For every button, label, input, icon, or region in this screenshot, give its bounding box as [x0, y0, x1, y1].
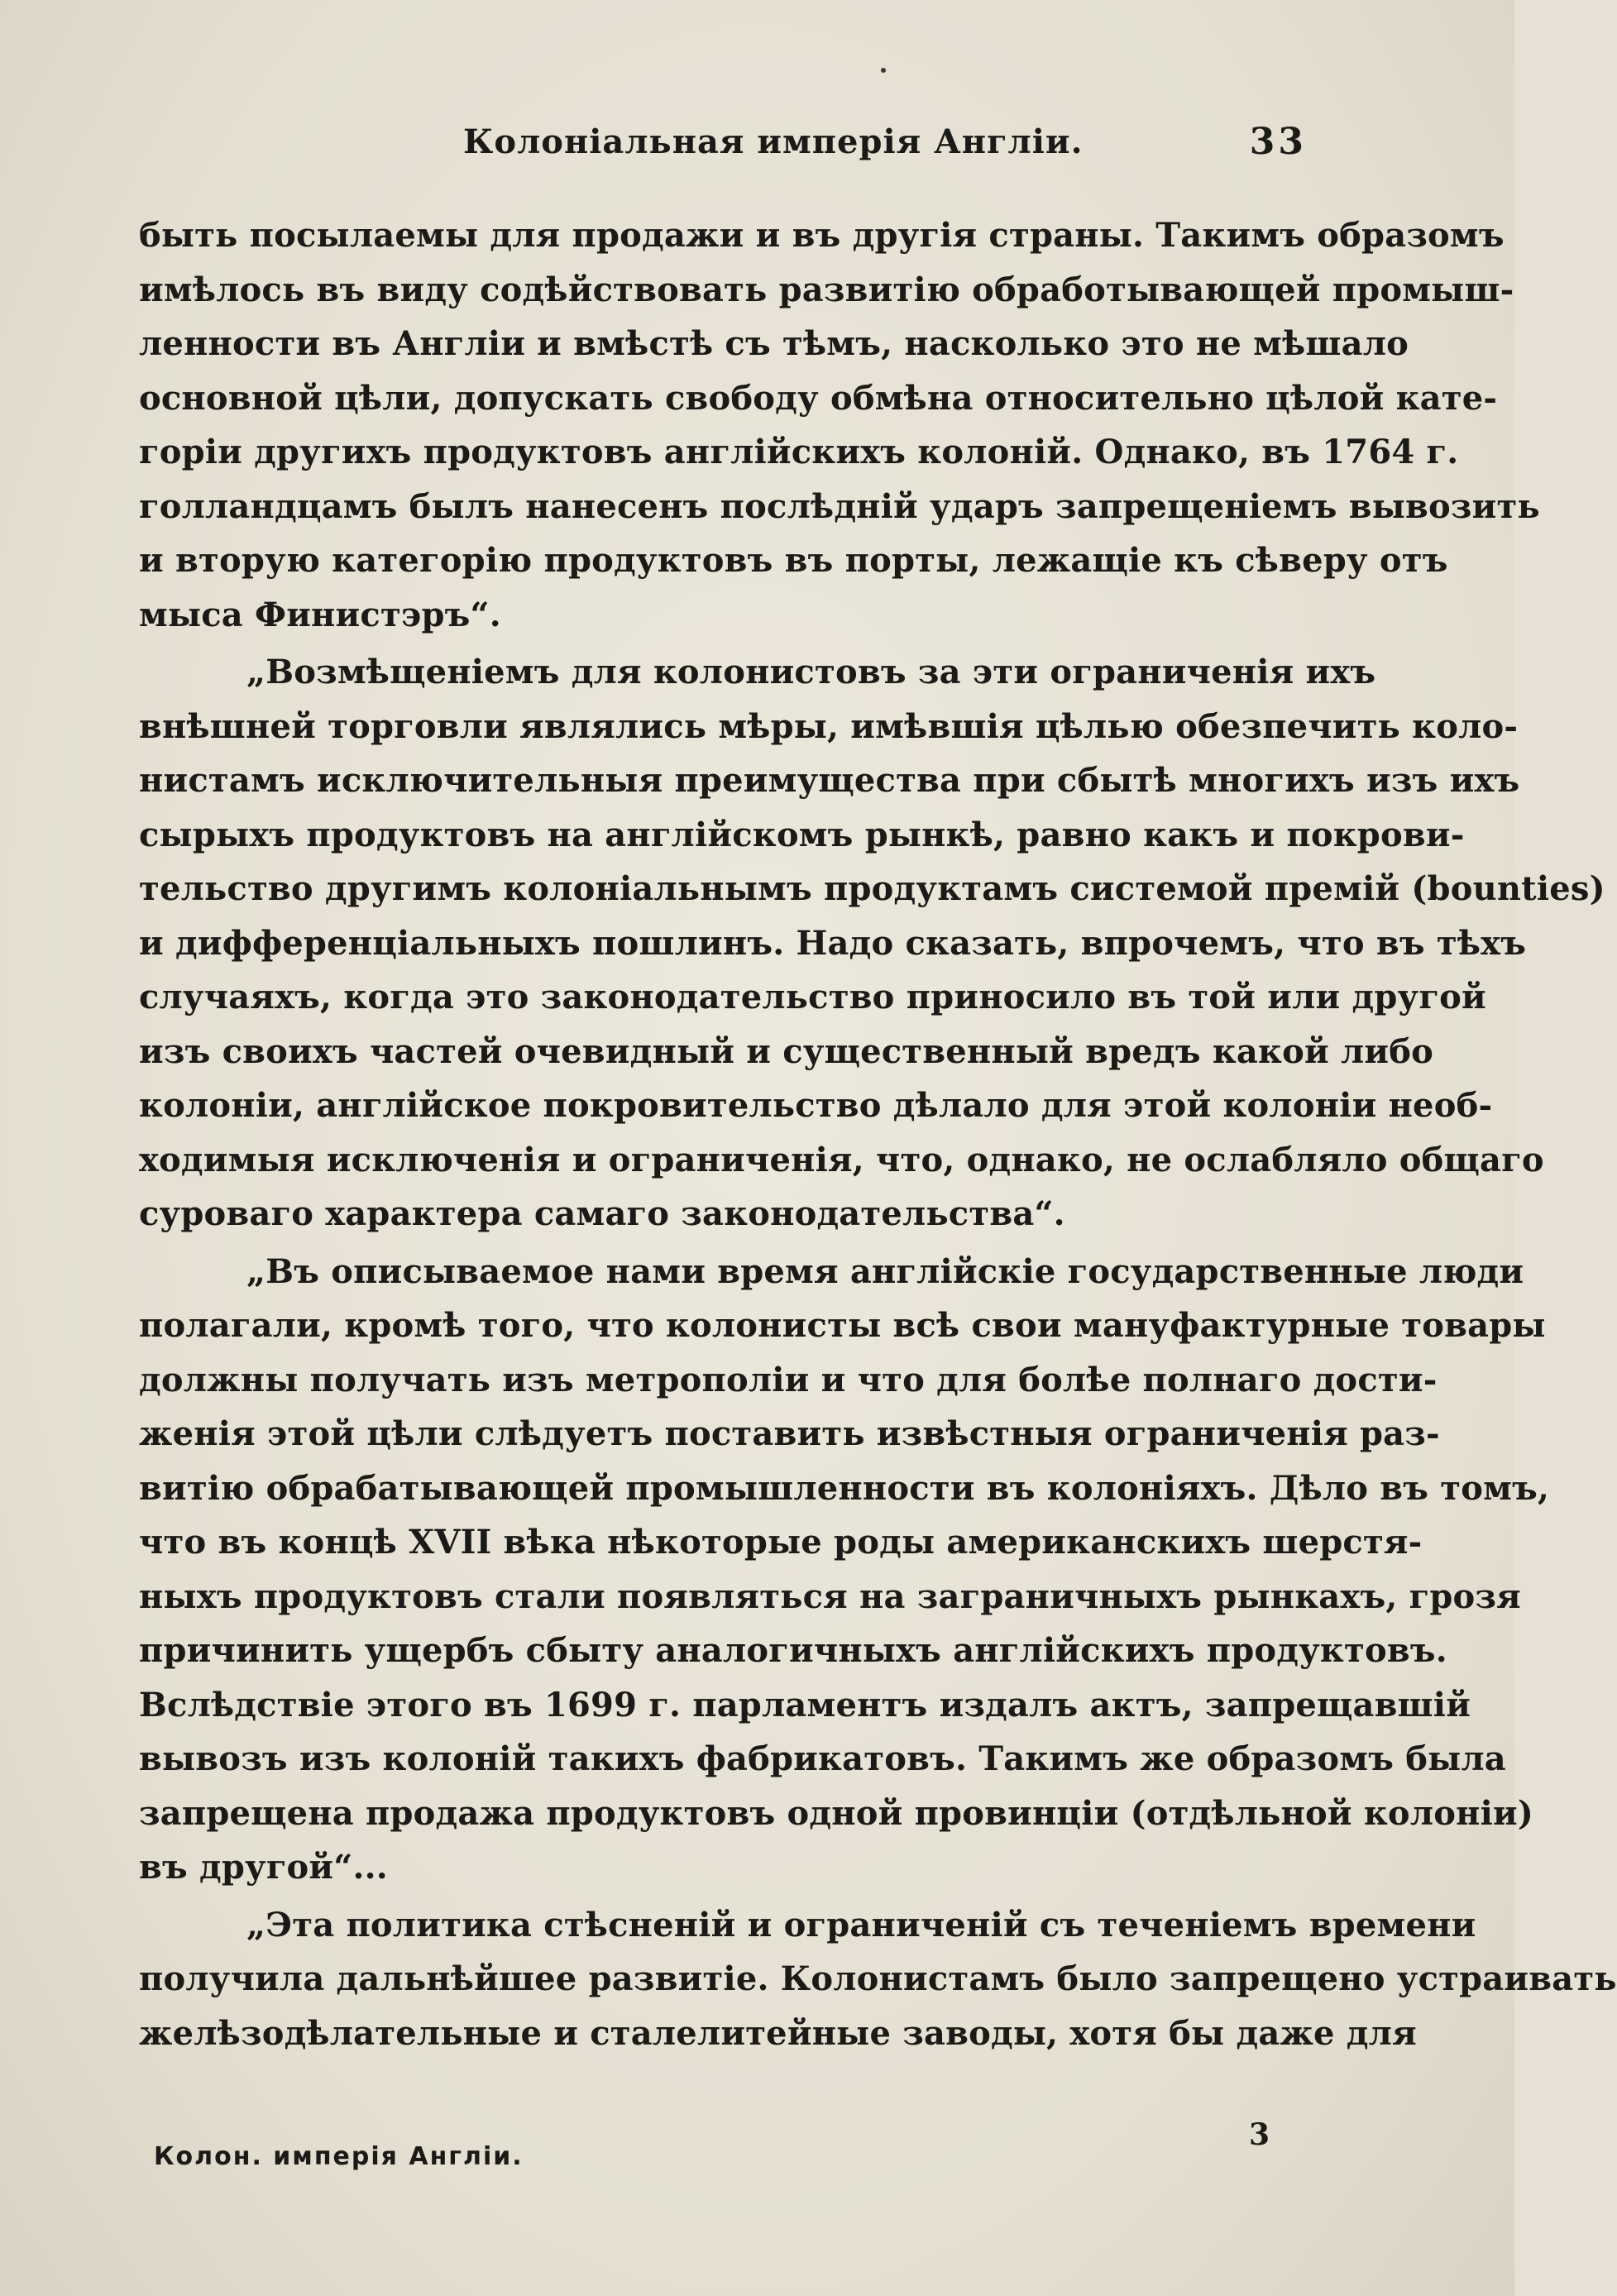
text-line: „Въ описываемое нами время англійскіе государственные люди — [246, 1251, 1524, 1291]
paragraph — [139, 208, 1540, 642]
text-line: колоніи, англійское покровительство дѣлало для этой колоніи необ- — [139, 1086, 1493, 1125]
signature-mark: Колон. имперія Англіи. — [154, 2142, 524, 2171]
text-line: нистамъ исключительныя преимущества при сбытѣ многихъ изъ ихъ — [139, 761, 1520, 800]
text-line: тельство другимъ колоніальнымъ продуктамъ системой премій (bounties) — [139, 869, 1605, 908]
text-line: суроваго характера самаго законодательства“. — [139, 1194, 1065, 1233]
ink-speck — [881, 68, 886, 73]
running-head — [132, 122, 1307, 172]
text-line: голландцамъ былъ нанесенъ послѣдній ударъ запрещеніемъ вывозить — [139, 486, 1540, 526]
text-line: Вслѣдствіе этого въ 1699 г. парламентъ издалъ актъ, запрещавшій — [139, 1685, 1471, 1724]
text-line: желѣзодѣлательные и сталелитейные заводы, хотя бы даже для — [139, 2013, 1417, 2053]
text-line: случаяхъ, когда это законодательство приносило въ той или другой — [139, 978, 1486, 1016]
paragraph — [139, 1898, 1617, 2061]
text-line: ходимыя исключенія и ограниченія, что, однако, не ослабляло общаго — [139, 1140, 1544, 1179]
text-line: горіи другихъ продуктовъ англійскихъ колоній. Однако, въ 1764 г. — [139, 433, 1459, 471]
text-line: женія этой цѣли слѣдуетъ поставить извѣстныя ограниченія раз- — [139, 1414, 1440, 1453]
text-line: внѣшней торговли являлись мѣры, имѣвшія цѣлью обезпечить коло- — [139, 706, 1519, 746]
text-line: „Эта политика стѣсненій и ограниченій съ теченіемъ времени — [246, 1905, 1476, 1944]
page-number: 33 — [1249, 121, 1307, 163]
text-line: вывозъ изъ колоній такихъ фабрикатовъ. Такимъ же образомъ была — [139, 1739, 1506, 1778]
text-line: и дифференціальныхъ пошлинъ. Надо сказать, впрочемъ, что въ тѣхъ — [139, 923, 1527, 963]
text-line: полагали, кромѣ того, что колонисты всѣ свои мануфактурные товары — [139, 1306, 1546, 1345]
text-line: въ другой“... — [139, 1848, 388, 1887]
text-line: должны получать изъ метрополіи и что для болѣе полнаго дости- — [139, 1360, 1438, 1399]
text-line: быть посылаемы для продажи и въ другія страны. Такимъ образомъ — [139, 216, 1505, 255]
text-line: основной цѣли, допускать свободу обмѣна относительно цѣлой кате- — [139, 378, 1498, 418]
text-line: ныхъ продуктовъ стали появляться на заграничныхъ рынкахъ, грозя — [139, 1576, 1521, 1616]
text-line: имѣлось въ виду содѣйствовать развитію обработывающей промыш- — [139, 270, 1514, 309]
text-line: изъ своихъ частей очевидный и существенный вредъ какой либо — [139, 1031, 1434, 1071]
text-line: „Возмѣщеніемъ для колонистовъ за эти ограниченія ихъ — [246, 653, 1376, 691]
running-title: Колоніальная имперія Англіи. — [463, 122, 1084, 161]
text-line: и вторую категорію продуктовъ въ порты, лежащіе къ сѣверу отъ — [139, 541, 1448, 580]
text-line: ленности въ Англіи и вмѣстѣ съ тѣмъ, насколько это не мѣшало — [139, 324, 1409, 363]
text-line: запрещена продажа продуктовъ одной провинціи (отдѣльной колоніи) — [139, 1793, 1533, 1833]
paragraph — [139, 645, 1605, 1241]
sheet-number: 3 — [1249, 2117, 1270, 2152]
text-line: мыса Финистэръ“. — [139, 595, 501, 634]
text-line: что въ концѣ XVII вѣка нѣкоторые роды американскихъ шерстя- — [139, 1523, 1423, 1562]
text-line: причинить ущербъ сбыту аналогичныхъ англійскихъ продуктовъ. — [139, 1631, 1447, 1670]
paragraph — [139, 1245, 1550, 1895]
body-text — [139, 208, 1617, 2060]
text-line: получила дальнѣйшее развитіе. Колонистамъ было запрещено устраивать — [139, 1959, 1617, 1998]
text-line: сырыхъ продуктовъ на англійскомъ рынкѣ, равно какъ и покрови- — [139, 815, 1465, 854]
text-line: витію обрабатывающей промышленности въ колоніяхъ. Дѣло въ томъ, — [139, 1468, 1550, 1508]
